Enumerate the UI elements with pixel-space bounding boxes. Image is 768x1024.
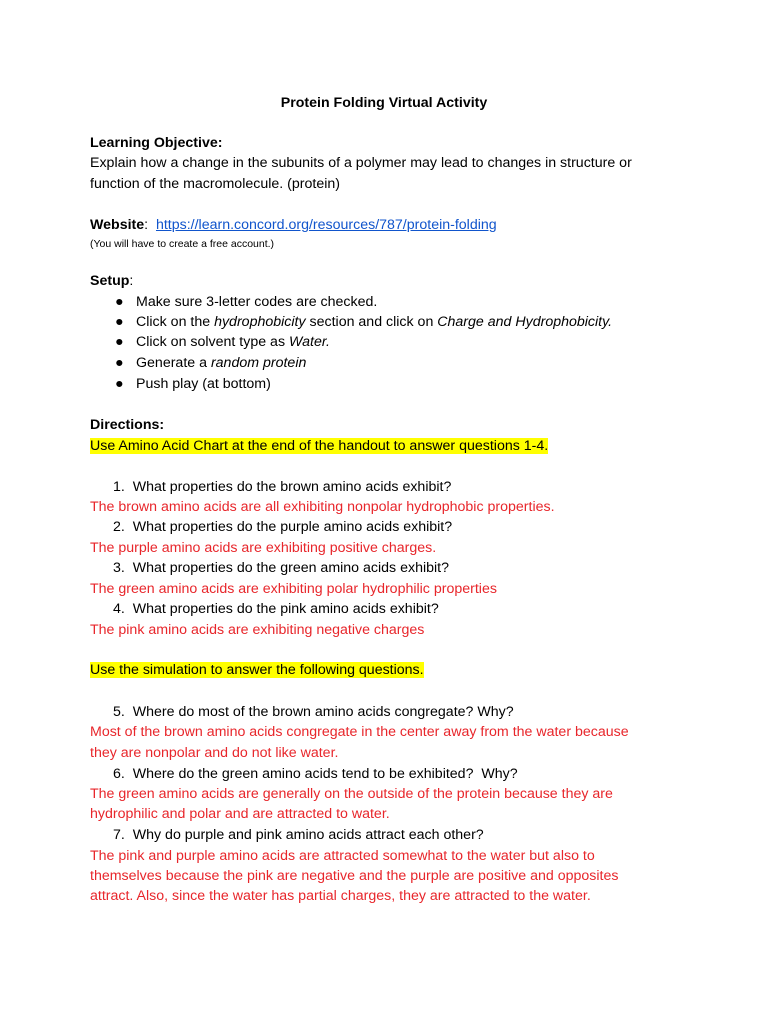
answer-4: The pink amino acids are exhibiting negative charges <box>90 622 425 638</box>
website-row <box>90 215 497 235</box>
setup-item-text: Click on solvent type as <box>136 334 289 350</box>
bullet-icon: ● <box>115 314 124 330</box>
setup-heading-row <box>90 271 133 291</box>
bullet-icon: ● <box>115 334 124 350</box>
question-1 <box>113 477 451 497</box>
setup-item-text: . <box>326 334 330 350</box>
bullet-icon: ● <box>115 294 124 310</box>
directions-heading: Directions: <box>90 417 165 433</box>
objective-text-line: Explain how a change in the subunits of a polymer may lead to changes in structure or <box>90 155 632 171</box>
objective-heading: Learning Objective: <box>90 135 223 151</box>
answer-6-line: The green amino acids are generally on the outside of the protein because they are <box>90 786 613 802</box>
setup-list-item <box>115 374 271 394</box>
question-text: What properties do the brown amino acids exhibit? <box>128 479 452 495</box>
objective-text-line: function of the macromolecule. (protein) <box>90 176 340 192</box>
question-number: 5. <box>113 704 125 720</box>
setup-item-text: Make sure 3-letter codes are checked. <box>136 294 378 310</box>
question-7 <box>113 825 484 845</box>
bullet-icon: ● <box>115 376 124 392</box>
answer-7-line: themselves because the pink are negative and the purple are positive and opposites <box>90 868 619 884</box>
setup-item-text: . <box>608 314 613 330</box>
setup-item-emphasis: random protein <box>210 355 307 371</box>
simulation-note-row <box>90 660 424 680</box>
question-4 <box>113 599 439 619</box>
question-text: Where do most of the brown amino acids congregate? Why? <box>132 704 514 720</box>
answer-6-line: hydrophilic and polar and are attracted to water. <box>90 806 390 822</box>
question-text: What properties do the green amino acids exhibit? <box>132 560 449 576</box>
question-number: 7. <box>113 827 125 843</box>
question-number: 3. <box>113 560 125 576</box>
setup-list-item <box>115 292 377 312</box>
question-2 <box>113 517 452 537</box>
setup-colon: : <box>129 273 134 289</box>
setup-list-item <box>115 332 330 352</box>
question-5 <box>113 702 514 722</box>
answer-5-line: Most of the brown amino acids congregate in the center away from the water because <box>90 724 629 740</box>
question-number: 2. <box>113 519 125 535</box>
question-text: Why do purple and pink amino acids attract each other? <box>132 827 484 843</box>
answer-1: The brown amino acids are all exhibiting nonpolar hydrophobic properties. <box>90 499 555 515</box>
question-3 <box>113 558 449 578</box>
question-6 <box>113 764 518 784</box>
setup-item-text: Click on the <box>136 314 215 330</box>
answer-7-line: attract. Also, since the water has partial charges, they are attracted to the water. <box>90 888 591 904</box>
website-colon: : <box>144 217 156 233</box>
answer-7-line: The pink and purple amino acids are attracted somewhat to the water but also to <box>90 848 595 864</box>
question-number: 4. <box>113 601 125 617</box>
question-number: 1. <box>113 479 125 495</box>
setup-label: Setup <box>90 273 130 289</box>
setup-item-text: section and click on <box>305 314 438 330</box>
question-text: What properties do the pink amino acids exhibit? <box>132 601 439 617</box>
website-link[interactable]: https://learn.concord.org/resources/787/protein-folding <box>155 217 497 233</box>
directions-note-row <box>90 436 548 456</box>
directions-note-highlight: Use Amino Acid Chart at the end of the handout to answer questions 1-4. <box>90 438 549 454</box>
setup-list-item <box>115 353 306 373</box>
answer-5-line: they are nonpolar and do not like water. <box>90 745 339 761</box>
setup-item-emphasis: Water <box>288 334 327 350</box>
page-title: Protein Folding Virtual Activity <box>280 95 488 111</box>
setup-item-text: Generate a <box>136 355 211 371</box>
website-label: Website <box>90 217 145 233</box>
question-text: Where do the green amino acids tend to be exhibited? Why? <box>132 766 518 782</box>
question-text: What properties do the purple amino acids exhibit? <box>132 519 453 535</box>
setup-list-item <box>115 312 612 332</box>
simulation-note-highlight: Use the simulation to answer the following questions. <box>90 662 424 678</box>
setup-item-text: Push play (at bottom) <box>136 376 271 392</box>
setup-item-emphasis: hydrophobicity <box>214 314 306 330</box>
setup-item-emphasis: Charge and Hydrophobicity <box>437 314 609 330</box>
question-number: 6. <box>113 766 125 782</box>
answer-3: The green amino acids are exhibiting polar hydrophilic properties <box>90 581 497 597</box>
website-note: (You will have to create a free account.) <box>90 238 275 250</box>
bullet-icon: ● <box>115 355 124 371</box>
answer-2: The purple amino acids are exhibiting positive charges. <box>90 540 437 556</box>
